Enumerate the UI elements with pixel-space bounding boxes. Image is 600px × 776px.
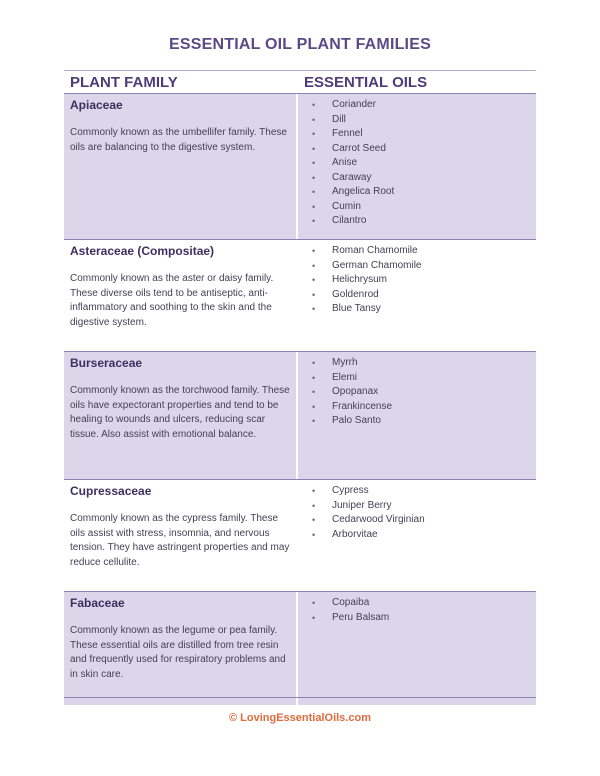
table-row — [64, 239, 536, 351]
table-row — [64, 591, 536, 705]
family-name: Cupressaceae — [70, 484, 152, 498]
family-name: Fabaceae — [70, 596, 125, 610]
header-essential-oils: ESSENTIAL OILS — [304, 74, 428, 91]
oils-cell — [298, 480, 536, 591]
oil-list-item: • Cedarwood Virginian — [312, 513, 530, 528]
table-bottom-rule — [64, 697, 536, 698]
oil-list-item: • Helichrysum — [312, 273, 530, 288]
oil-list-item: • Angelica Root — [312, 185, 530, 200]
family-cell — [64, 352, 296, 479]
oil-list-item: • Anise — [312, 156, 530, 171]
family-description: Commonly known as the umbellifer family. These oils are balancing to the digestive system. — [70, 127, 287, 153]
table-row — [64, 351, 536, 479]
oil-list-item: • Frankincense — [312, 400, 530, 415]
oil-list-item: • Fennel — [312, 127, 530, 142]
page-title: ESSENTIAL OIL PLANT FAMILIES — [169, 36, 431, 53]
footer-copyright: © LovingEssentialOils.com — [229, 712, 371, 724]
oil-list-item: • Roman Chamomile — [312, 244, 530, 259]
oil-list-item: • Elemi — [312, 371, 530, 386]
family-name: Burseraceae — [70, 356, 143, 370]
oil-list-item: • Caraway — [312, 171, 530, 186]
table-row — [64, 479, 536, 591]
oil-list-item: • Carrot Seed — [312, 142, 530, 157]
oil-list-item: • Cypress — [312, 484, 530, 499]
family-name: Apiaceae — [70, 98, 123, 112]
oil-list-item: • Myrrh — [312, 356, 530, 371]
oil-list-item: • Copaiba — [312, 596, 530, 611]
oil-list-item: • Blue Tansy — [312, 302, 530, 317]
oil-list-item: • Palo Santo — [312, 414, 530, 429]
oil-list — [312, 596, 530, 625]
oils-cell — [298, 94, 536, 239]
oil-list-item: • Opopanax — [312, 385, 530, 400]
oil-list-item: • Dill — [312, 113, 530, 128]
oil-list — [312, 484, 530, 542]
family-description: Commonly known as the cypress family. These oils assist with stress, insomnia, and nervous tension. They have astringent properties and may reduce cellulite. — [70, 513, 290, 568]
oils-cell — [298, 352, 536, 479]
family-cell — [64, 592, 296, 705]
oil-list-item: • Arborvitae — [312, 528, 530, 543]
family-description: Commonly known as the legume or pea family. These essential oils are distilled from tree resin and frequently used for respiratory problems and in skin care. — [70, 625, 286, 680]
oil-list-item: • Cilantro — [312, 214, 530, 229]
oil-list-item: • Goldenrod — [312, 288, 530, 303]
family-name: Asteraceae (Compositae) — [70, 244, 215, 258]
table-header — [64, 71, 536, 94]
family-description: Commonly known as the aster or daisy family. These diverse oils tend to be antiseptic, anti-inflammatory and soothing to the skin and the digestive system. — [70, 273, 274, 328]
oil-list-item: • German Chamomile — [312, 259, 530, 274]
oils-cell — [298, 240, 536, 351]
family-cell — [64, 240, 296, 351]
family-cell — [64, 94, 296, 239]
oil-list-item: • Cumin — [312, 200, 530, 215]
oils-cell — [298, 592, 536, 705]
oil-list-item: • Coriander — [312, 98, 530, 113]
oil-list-item: • Juniper Berry — [312, 499, 530, 514]
oil-list — [312, 98, 530, 229]
table-row — [64, 94, 536, 239]
oil-list-item: • Peru Balsam — [312, 611, 530, 626]
family-cell — [64, 480, 296, 591]
table-body — [64, 94, 536, 705]
header-plant-family: PLANT FAMILY — [70, 74, 178, 91]
plant-family-table — [64, 70, 536, 705]
family-description: Commonly known as the torchwood family. These oils have expectorant properties and tend to be healing to wounds and ulcers, reducing scar tissue. Also assist with emotional balance. — [70, 385, 290, 440]
oil-list — [312, 244, 530, 317]
oil-list — [312, 356, 530, 429]
